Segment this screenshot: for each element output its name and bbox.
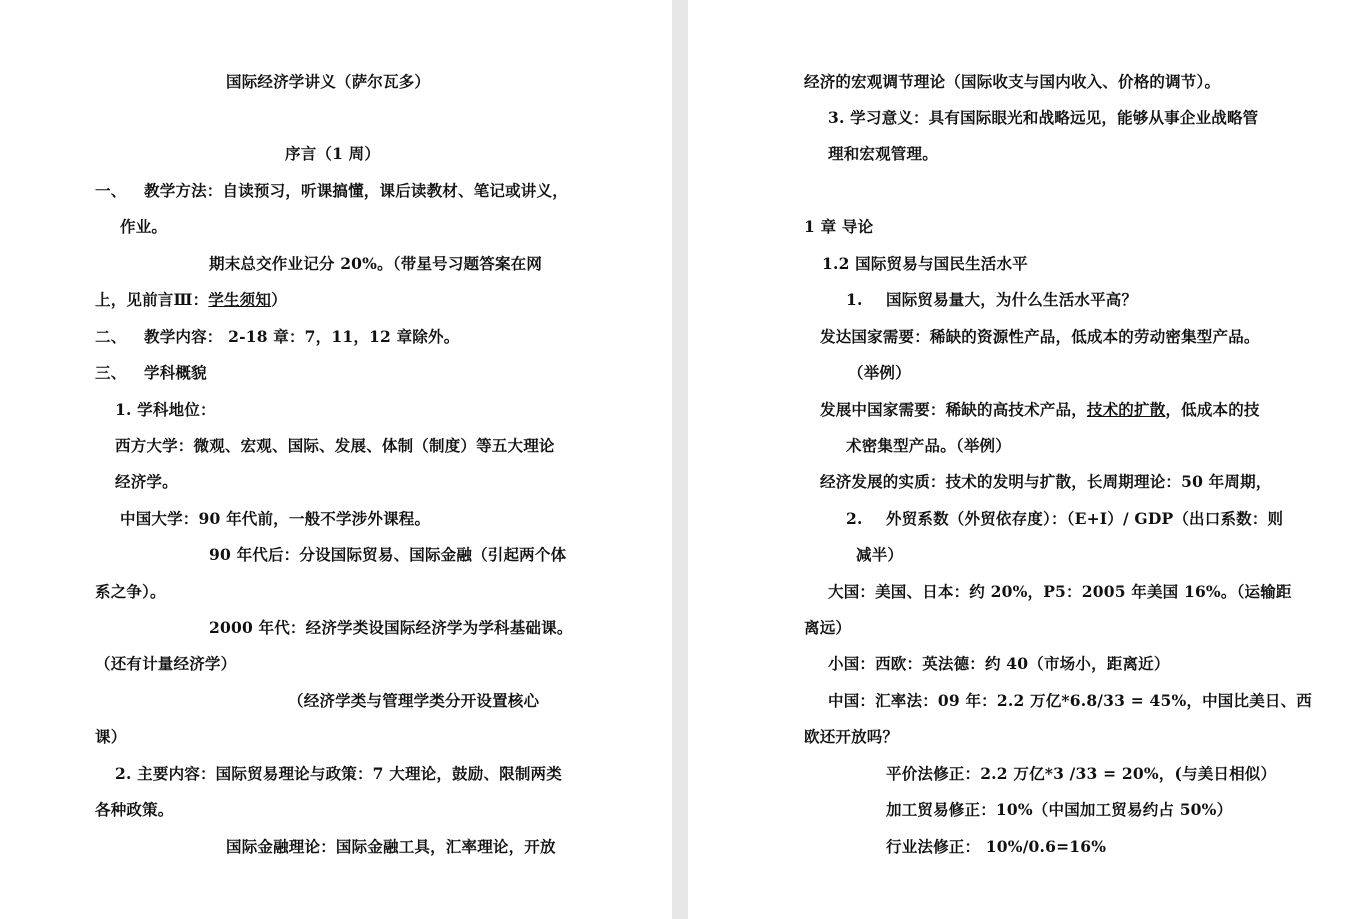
paragraph-line: 行业法修正： 10%/0.6=16%: [886, 837, 1107, 856]
list-item: 2. 主要内容：国际贸易理论与政策：7 大理论，鼓励、限制两类: [115, 764, 562, 783]
paragraph-line: 经济发展的实质：技术的发明与扩散，长周期理论：50 年周期，: [820, 472, 1272, 491]
section-heading: 1.2 国际贸易与国民生活水平: [822, 254, 1028, 273]
list-item: 3. 学习意义：具有国际眼光和战略远见，能够从事企业战略管: [828, 108, 1259, 127]
paragraph-line: 理和宏观管理。: [828, 144, 938, 163]
document-page-right: [688, 0, 1362, 919]
paragraph-line: 中国：汇率法：09 年：2.2 万亿*6.8/33 = 45%，中国比美日、西: [828, 691, 1313, 710]
list-number: 2.: [846, 509, 863, 528]
paragraph-text: 发展中国家需要：稀缺的高技术产品，: [820, 400, 1087, 419]
paragraph-line: 发达国家需要：稀缺的资源性产品，低成本的劳动密集型产品。: [820, 327, 1260, 346]
paragraph-line: （举例）: [848, 363, 911, 382]
paragraph-line: 2000 年代：经济学类设国际经济学为学科基础课。: [209, 618, 573, 637]
paragraph-line: （还有计量经济学）: [95, 654, 237, 673]
paragraph-line: 经济学。: [115, 472, 178, 491]
list-item: 国际贸易量大，为什么生活水平高？: [886, 290, 1138, 309]
paragraph-line: 加工贸易修正：10%（中国加工贸易约占 50%）: [886, 800, 1233, 819]
paragraph-line: 经济的宏观调节理论（国际收支与国内收入、价格的调节）。: [804, 72, 1221, 91]
document-page-left: [0, 0, 672, 919]
paragraph-line: 各种政策。: [95, 800, 174, 819]
paragraph-text: ）: [271, 290, 287, 309]
tech-diffusion-link: 技术的扩散: [1086, 400, 1166, 419]
paragraph-line: 90 年代后：分设国际贸易、国际金融（引起两个体: [209, 545, 567, 564]
section-text: 教学内容： 2-18 章：7，11，12 章除外。: [144, 327, 460, 346]
paragraph-line: 中国大学：90 年代前，一般不学涉外课程。: [120, 509, 431, 528]
paragraph-line: 期末总交作业记分 20%。（带星号习题答案在网: [209, 254, 543, 273]
paragraph-line: 作业。: [120, 217, 168, 236]
paragraph-line: [820, 400, 1260, 420]
paragraph-line: 小国：西欧：英法德：约 40（市场小，距离近）: [828, 654, 1170, 673]
paragraph-line: 课）: [95, 727, 127, 746]
paragraph-text: ，低成本的技: [1165, 400, 1260, 419]
section-number: 一、: [95, 181, 127, 200]
paragraph-line: [95, 290, 287, 310]
list-item: 1. 学科地位：: [115, 400, 216, 419]
list-item: 外贸系数（外贸依存度）：（E+I）/ GDP（出口系数：则: [886, 509, 1284, 528]
list-number: 1.: [846, 290, 863, 309]
paragraph-line: 离远）: [804, 618, 852, 637]
paragraph-line: 欧还开放吗？: [804, 727, 899, 746]
paragraph-line: 术密集型产品。（举例）: [846, 436, 1011, 455]
paragraph-line: 国际金融理论：国际金融工具，汇率理论，开放: [226, 837, 556, 856]
student-notice-link: 学生须知: [208, 290, 272, 309]
chapter-heading: 1 章 导论: [804, 217, 874, 236]
paragraph-text: 上，见前言Ⅲ：: [95, 290, 209, 309]
document-title: 国际经济学讲义（萨尔瓦多）: [226, 72, 431, 91]
paragraph-line: （经济学类与管理学类分开设置核心: [288, 691, 540, 710]
paragraph-line: 大国：美国、日本：约 20%，P5：2005 年美国 16%。（运输距: [828, 582, 1292, 601]
paragraph-line: 西方大学：微观、宏观、国际、发展、体制（制度）等五大理论: [115, 436, 555, 455]
paragraph-line: 平价法修正：2.2 万亿*3 /33 = 20%，(与美日相似）: [886, 764, 1277, 783]
paragraph-line: 系之争）。: [95, 582, 166, 601]
preface-heading: 序言（1 周）: [285, 144, 381, 163]
section-number: 三、: [95, 363, 127, 382]
paragraph-line: 减半）: [856, 545, 904, 564]
section-text: 教学方法：自读预习，听课搞懂，课后读教材、笔记或讲义，: [144, 181, 568, 200]
section-number: 二、: [95, 327, 127, 346]
section-text: 学科概貌: [144, 363, 207, 382]
